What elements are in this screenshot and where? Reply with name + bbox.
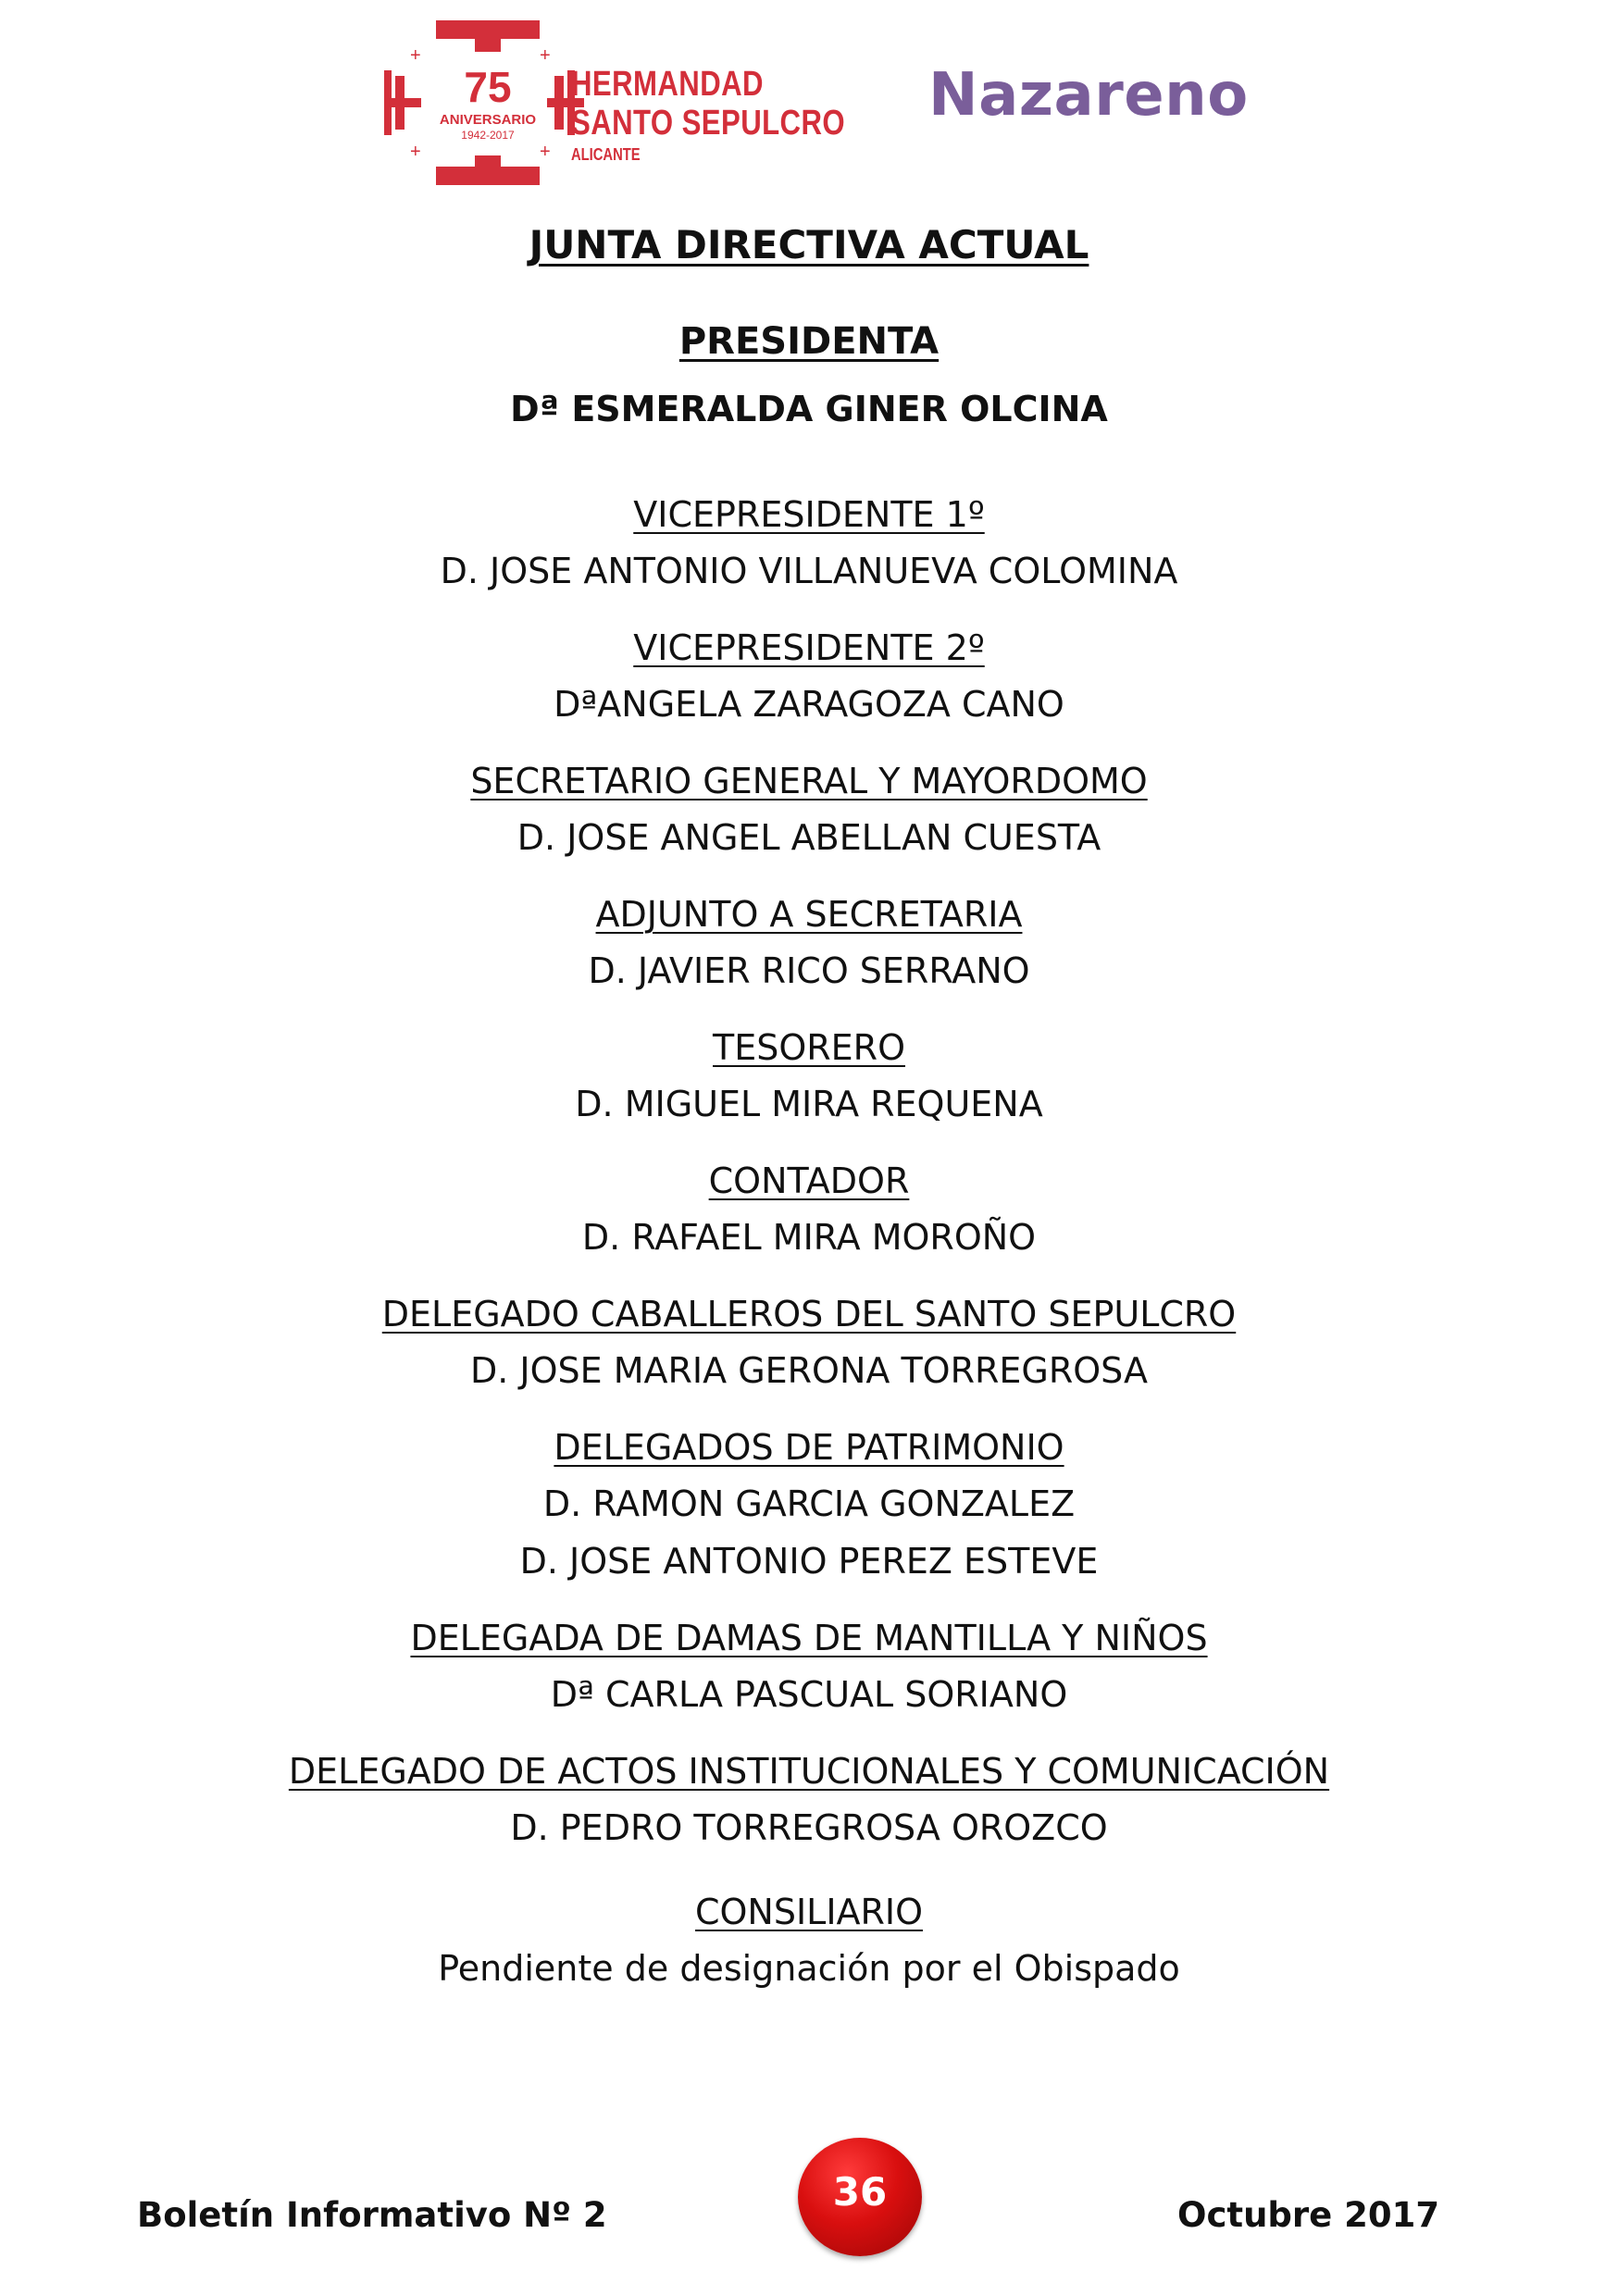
member-name: D. RAFAEL MIRA MOROÑO — [581, 1217, 1037, 1258]
role-title: CONTADOR — [708, 1160, 910, 1201]
logo-line-alicante: ALICANTE — [571, 145, 641, 164]
logo-anniversary: ANIVERSARIO — [439, 112, 537, 128]
role-title: DELEGADO CABALLEROS DEL SANTO SEPULCRO — [381, 1294, 1237, 1334]
svg-text:+: + — [410, 45, 421, 66]
role-title: VICEPRESIDENTE 1º — [633, 494, 985, 535]
president-name: Dª ESMERALDA GINER OLCINA — [510, 389, 1108, 429]
board-members-list — [0, 487, 1618, 2017]
role-title: DELEGADA DE DAMAS DE MANTILLA Y NIÑOS — [410, 1618, 1208, 1658]
role-title: TESORERO — [713, 1027, 905, 1068]
role-delegados-patrimonio — [0, 1420, 1618, 1590]
svg-text:+: + — [540, 142, 551, 162]
member-name: DªANGELA ZARAGOZA CANO — [554, 684, 1064, 725]
member-name: D. JAVIER RICO SERRANO — [588, 950, 1030, 991]
logo-wordmark — [571, 67, 905, 163]
role-title: ADJUNTO A SECRETARIA — [595, 894, 1023, 935]
role-delegada-damas — [0, 1610, 1618, 1723]
role-tesorero — [0, 1020, 1618, 1133]
publication-title: Nazareno — [928, 61, 1249, 130]
member-name: D. MIGUEL MIRA REQUENA — [575, 1084, 1043, 1124]
member-name: D. PEDRO TORREGROSA OROZCO — [510, 1807, 1108, 1848]
member-name: D. JOSE ANGEL ABELLAN CUESTA — [517, 817, 1101, 858]
member-name: D. JOSE MARIA GERONA TORREGROSA — [469, 1350, 1148, 1391]
president-role: PRESIDENTA — [678, 320, 940, 363]
footer-bulletin: Boletín Informativo Nº 2 — [137, 2195, 607, 2235]
role-consiliario — [0, 1884, 1618, 1997]
footer-date: Octubre 2017 — [1177, 2195, 1440, 2235]
logo-number: 75 — [464, 63, 512, 111]
svg-text:+: + — [540, 45, 551, 66]
svg-text:+: + — [410, 142, 421, 162]
role-adjunto-secretaria — [0, 887, 1618, 999]
logo-years: 1942-2017 — [461, 129, 515, 142]
logo-line-santo-sepulcro: SANTO SEPULCRO — [571, 104, 846, 143]
role-delegado-actos — [0, 1744, 1618, 1856]
page-number-badge — [798, 2138, 922, 2256]
role-title: CONSILIARIO — [694, 1892, 924, 1932]
logo-line-hermandad: HERMANDAD — [571, 65, 764, 104]
member-name: Pendiente de designación por el Obispado — [438, 1948, 1180, 1989]
member-name: D. RAMON GARCIA GONZALEZ — [542, 1483, 1076, 1524]
member-name: D. JOSE ANTONIO VILLANUEVA COLOMINA — [440, 551, 1178, 591]
role-title: DELEGADO DE ACTOS INSTITUCIONALES Y COMUNICACIÓN — [288, 1751, 1330, 1792]
page-header — [0, 0, 1618, 194]
member-name: D. JOSE ANTONIO PEREZ ESTEVE — [519, 1541, 1099, 1582]
page-number: 36 — [832, 2169, 888, 2215]
member-name: Dª CARLA PASCUAL SORIANO — [550, 1674, 1068, 1715]
role-vicepresidente-2 — [0, 620, 1618, 733]
role-title: DELEGADOS DE PATRIMONIO — [554, 1427, 1064, 1468]
role-secretario-general — [0, 753, 1618, 866]
role-title: VICEPRESIDENTE 2º — [633, 627, 985, 668]
role-contador — [0, 1153, 1618, 1266]
page-title: JUNTA DIRECTIVA ACTUAL — [529, 222, 1089, 267]
role-title: SECRETARIO GENERAL Y MAYORDOMO — [470, 761, 1148, 801]
role-vicepresidente-1 — [0, 487, 1618, 600]
role-delegado-caballeros — [0, 1286, 1618, 1399]
